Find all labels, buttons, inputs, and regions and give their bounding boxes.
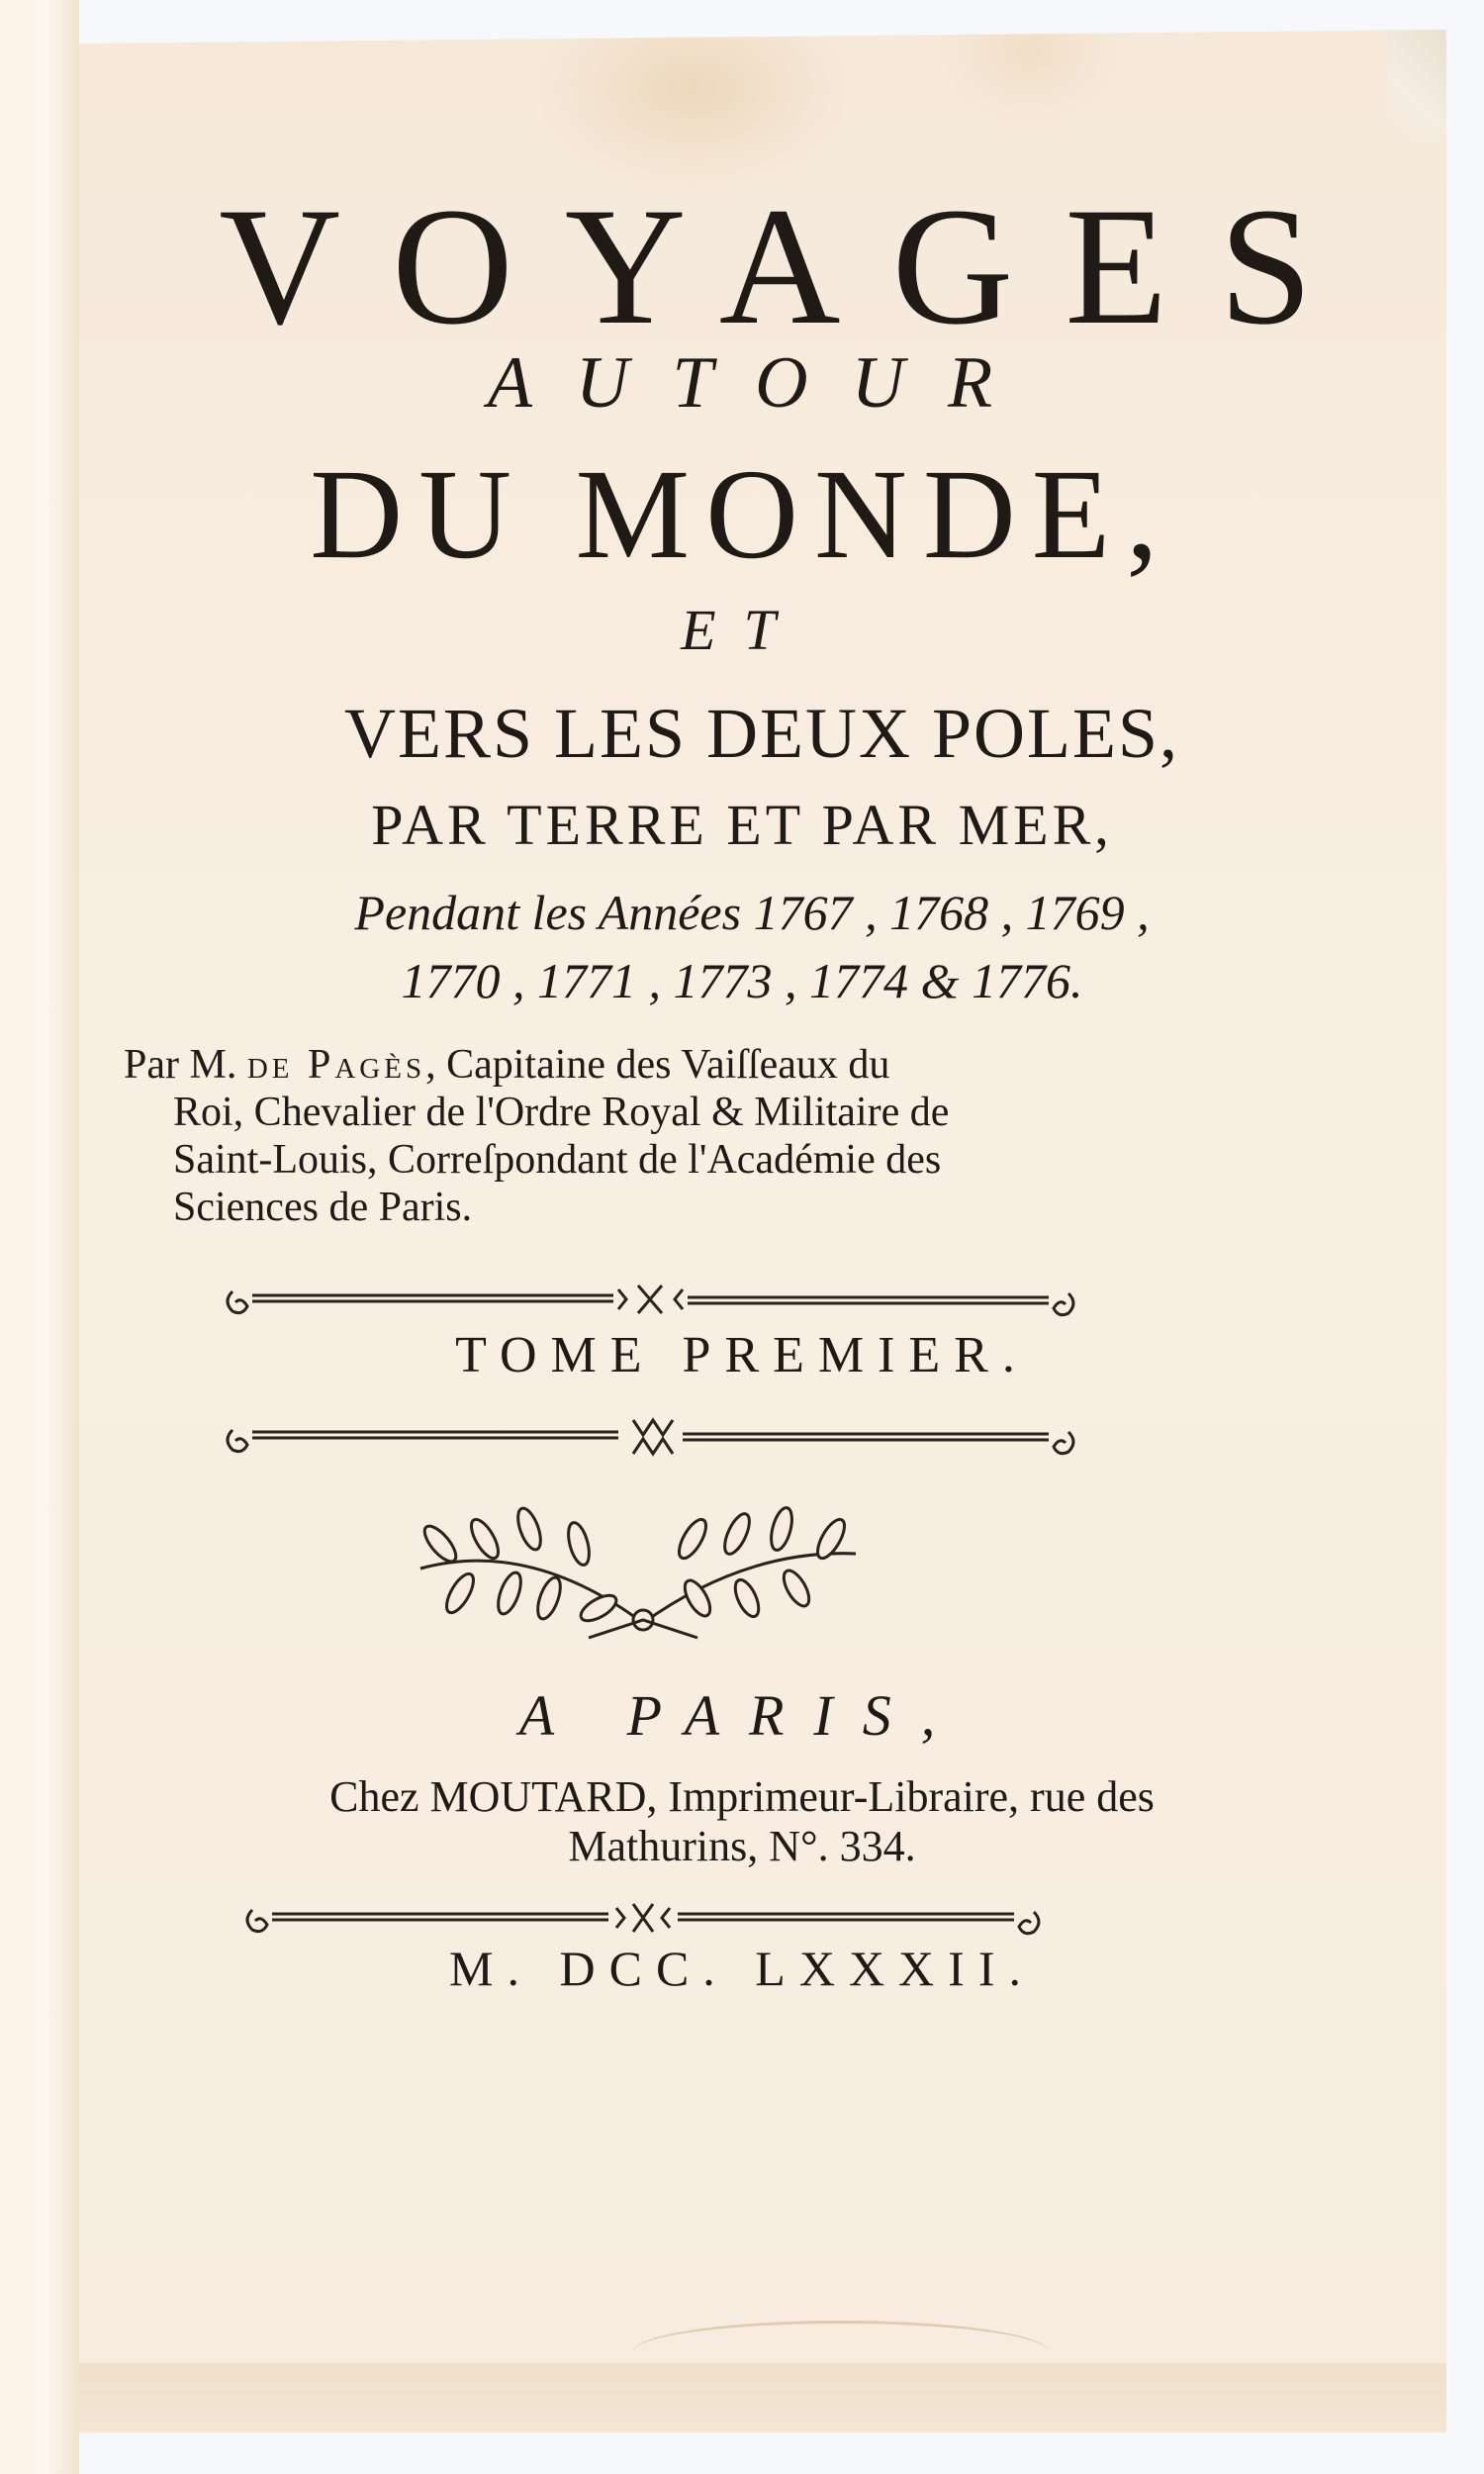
imprint-publisher-line-2: Mathurins, N°. 334. — [568, 1822, 916, 1870]
title-autour: AUTOUR — [487, 342, 1037, 424]
author-line-2: Roi, Chevalier de l'Ordre Royal & Militaire de — [173, 1090, 950, 1135]
author-line-3: Saint-Louis, Correſpondant de l'Académie des — [173, 1137, 942, 1183]
years-line-1: Pendant les Années 1767 , 1768 , 1769 , — [354, 885, 1150, 940]
author-block — [124, 1041, 1202, 1231]
rule-ornament-bottom-icon — [223, 1410, 1078, 1460]
laurel-wreath-icon — [401, 1499, 876, 1648]
author-name: de Pagès — [246, 1042, 426, 1088]
author-line-4: Sciences de Paris. — [173, 1185, 473, 1230]
volume-label: TOME PREMIER. — [455, 1327, 1029, 1383]
rule-ornament-top-icon — [223, 1272, 1078, 1321]
imprint-publisher-line-1: Chez MOUTARD, Imprimeur-Libraire, rue des — [329, 1772, 1155, 1821]
title-voyages: VOYAGES — [219, 173, 1364, 359]
torn-edge — [633, 2321, 1049, 2383]
title-par-terre-et-par-mer: PAR TERRE ET PAR MER, — [371, 793, 1113, 857]
imprint-place: A PARIS, — [518, 1683, 966, 1748]
author-line-1 — [124, 1041, 1202, 1089]
title-du-monde: DU MONDE, — [310, 443, 1174, 586]
years-line-2: 1770 , 1771 , 1773 , 1774 & 1776. — [401, 953, 1083, 1008]
author-title: , Capitaine des Vaiſſeaux du — [425, 1042, 890, 1088]
title-vers-les-deux-poles: VERS LES DEUX POLES, — [343, 694, 1180, 773]
imprint-date: M. DCC. LXXXII. — [449, 1941, 1035, 1996]
worn-corner — [1387, 30, 1446, 139]
title-et: ET — [681, 598, 803, 662]
author-prefix: Par M. — [124, 1042, 247, 1088]
rule-ornament-imprint-icon — [242, 1890, 1044, 1940]
